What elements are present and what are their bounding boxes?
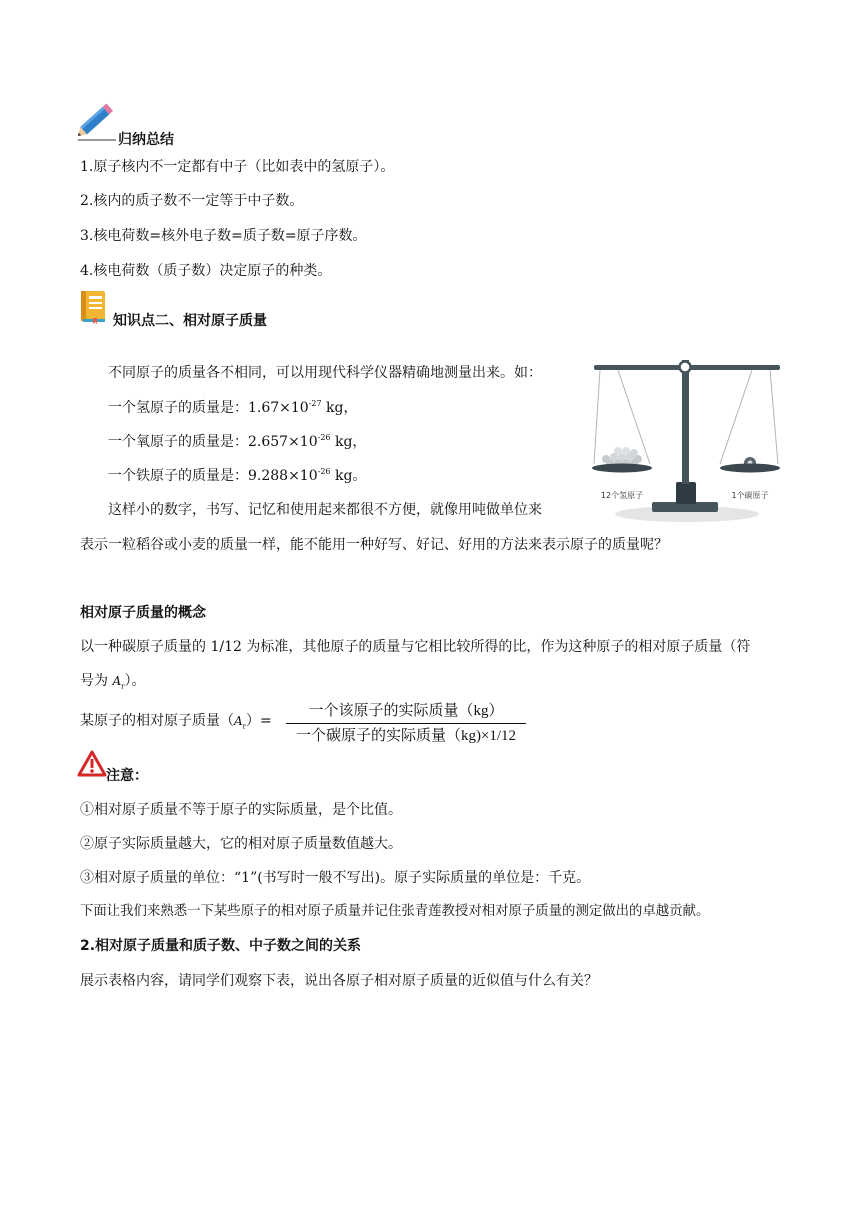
concept-line1: 以一种碳原子质量的 1/12 为标准，其他原子的质量与它相比较所得的比，作为这种原子的相对原子质量（符 [80, 639, 751, 655]
section2-para-line2: 表示一粒稻谷或小麦的质量一样，能不能用一种好写、好记、好用的方法来表示原子的质量呢？ [80, 537, 668, 553]
section2-heading: 知识点二、相对原子质量 [113, 313, 267, 329]
relation-heading: 2.相对原子质量和质子数、中子数之间的关系 [80, 938, 362, 954]
notice-item-2: ②原子实际质量越大，它的相对原子质量数值越大。 [80, 836, 402, 852]
symbol-ar: $A_r$ [112, 674, 125, 691]
formula-fraction [286, 700, 526, 747]
relation-text: 展示表格内容，请同学们观察下表，说出各原子相对原子质量的近似值与什么有关？ [80, 973, 598, 989]
notice-item-3: ③相对原子质量的单位：“1”(书写时一般不写出)。原子实际质量的单位是：千克。 [80, 870, 591, 886]
section2-para-line1: 这样小的数字，书写、记忆和使用起来都很不方便，就像用吨做单位来 [108, 502, 542, 518]
scale-left-label: 12个氢原子 [600, 491, 644, 500]
warning-icon [77, 750, 107, 778]
pencil-icon [76, 98, 118, 142]
mass-hydrogen: 一个氢原子的质量是：$1.67\times 10^{-27}$ kg， [108, 399, 358, 416]
concept-heading: 相对原子质量的概念 [80, 605, 206, 621]
notice-closing: 下面让我们来熟悉一下某些原子的相对原子质量并记住张青莲教授对相对原子质量的测定做出的卓越贡献。 [80, 904, 710, 919]
book-icon [79, 290, 109, 324]
mass-oxygen: 一个氧原子的质量是：$2.657\times 10^{-26}$ kg， [108, 433, 367, 450]
scale-right-label: 1个碳原子 [731, 491, 769, 500]
balance-scale-illustration [590, 356, 790, 528]
mass-iron: 一个铁原子的质量是：$9.288\times 10^{-26}$ kg。 [108, 467, 367, 484]
formula-label: 某原子的相对原子质量$(A_r)=$ [80, 713, 272, 731]
formula-denominator: 一个碳原子的实际质量（kg)×1/12 [295, 728, 517, 744]
notice-item-1: ①相对原子质量不等于原子的实际质量，是个比值。 [80, 802, 402, 818]
summary-item-1: 1.原子核内不一定都有中子（比如表中的氢原子）。 [80, 159, 395, 175]
concept-line2: 号为 $A_r$）。 [80, 673, 146, 691]
section2-intro: 不同原子的质量各不相同，可以用现代科学仪器精确地测量出来。如： [108, 365, 542, 381]
summary-item-4: 4.核电荷数（质子数）决定原子的种类。 [80, 263, 332, 279]
summary-heading: 归纳总结 [118, 132, 174, 148]
notice-heading: 注意： [106, 768, 148, 784]
summary-item-2: 2.核内的质子数不一定等于中子数。 [80, 193, 304, 209]
summary-item-3: 3.核电荷数=核外电子数=质子数=原子序数。 [80, 228, 367, 244]
formula-numerator: 一个该原子的实际质量（kg） [308, 703, 504, 719]
